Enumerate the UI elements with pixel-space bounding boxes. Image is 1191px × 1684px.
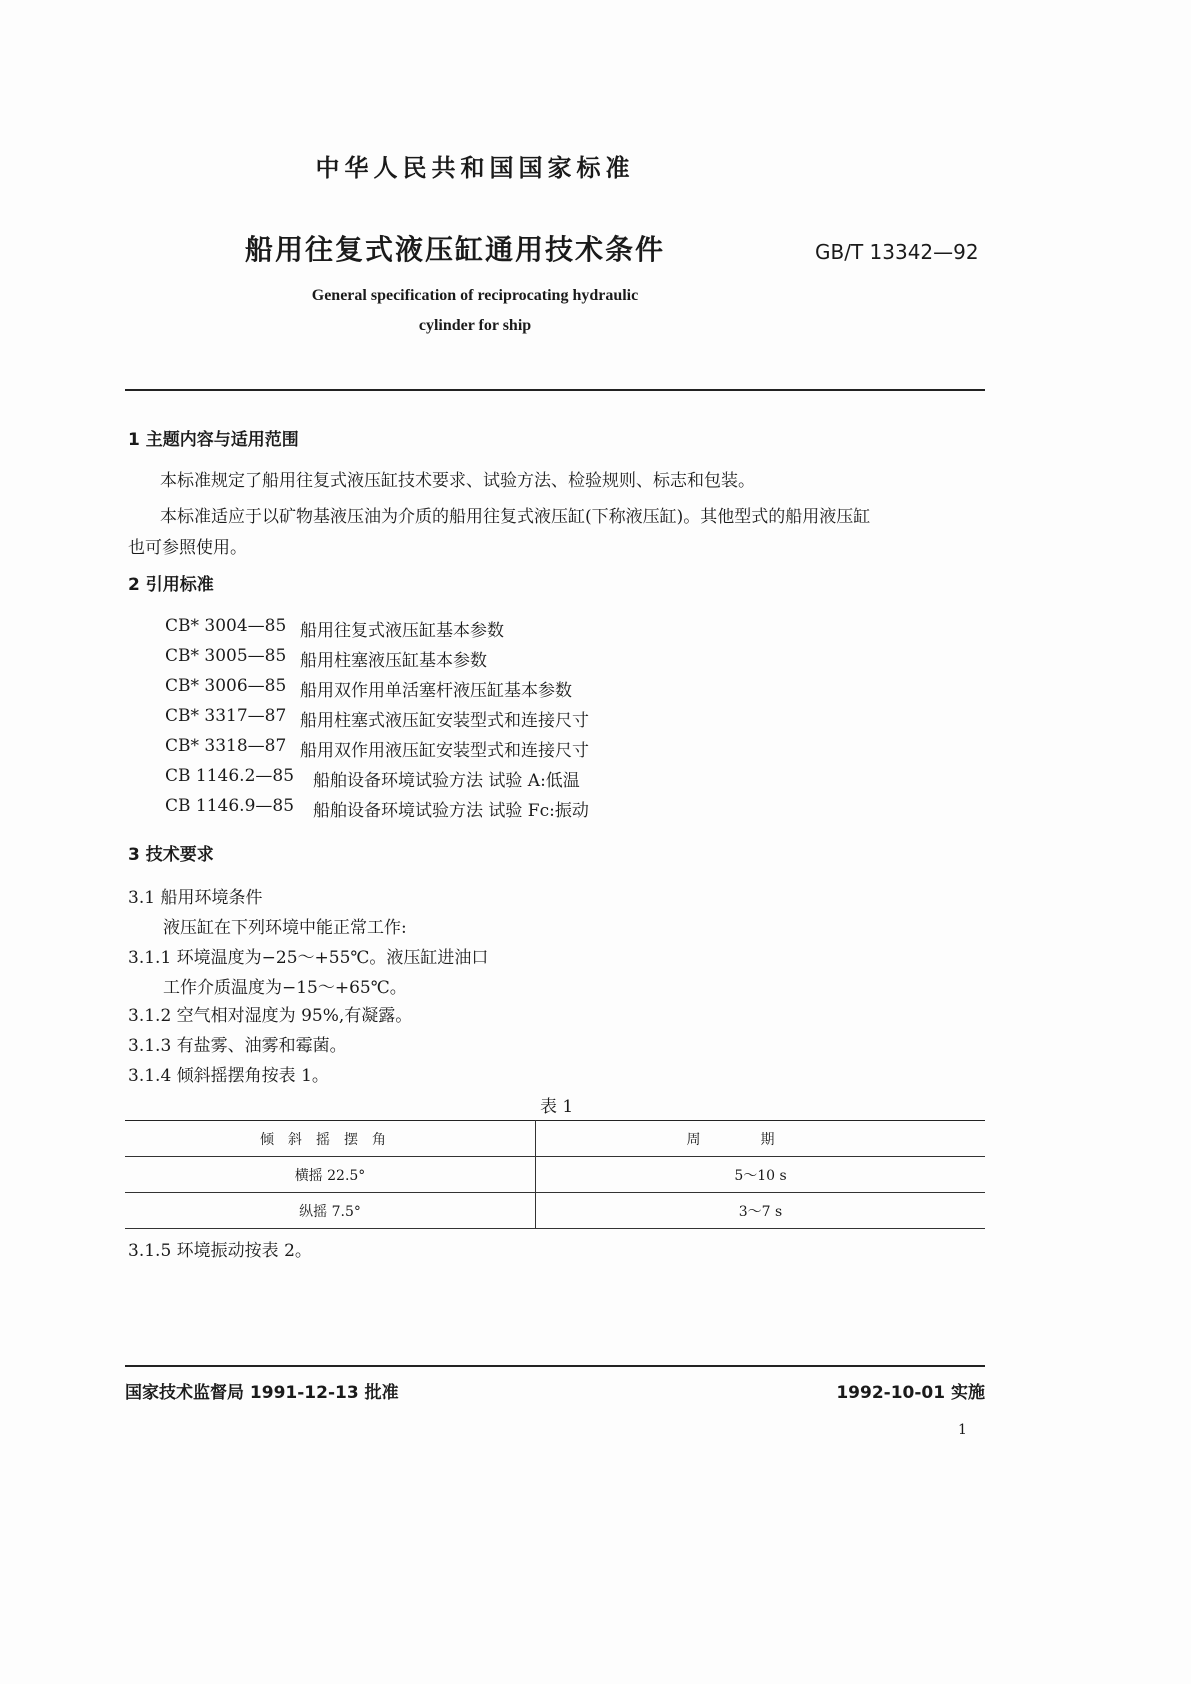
reference-title: 船用双作用液压缸安装型式和连接尺寸 <box>300 741 589 761</box>
clause-3-1: 3.1 船用环境条件 <box>128 888 263 908</box>
table-row <box>125 1193 985 1229</box>
english-title-line1: General specification of reciprocating hydraulic <box>311 287 639 304</box>
table-header-row <box>125 1121 985 1157</box>
section-1-paragraph: 本标准规定了船用往复式液压缸技术要求、试验方法、检验规则、标志和包装。 <box>160 471 755 491</box>
footer-divider <box>125 1365 985 1367</box>
table-caption: 表 1 <box>540 1097 574 1117</box>
reference-title: 船用柱塞液压缸基本参数 <box>300 651 487 671</box>
section-1-paragraph: 也可参照使用。 <box>128 538 247 558</box>
reference-code: CB* 3318—87 <box>165 736 287 756</box>
table-row <box>125 1157 985 1193</box>
national-standard-heading: 中华人民共和国国家标准 <box>315 154 635 182</box>
reference-code: CB* 3006—85 <box>165 676 287 696</box>
cell: 3～7 s <box>536 1193 986 1229</box>
clause-3-1-4: 3.1.4 倾斜摇摆角按表 1。 <box>128 1066 329 1086</box>
cell: 横摇 22.5° <box>125 1157 536 1193</box>
reference-title: 船用双作用单活塞杆液压缸基本参数 <box>300 681 572 701</box>
table-1 <box>125 1120 985 1229</box>
header-cell: 周期 <box>536 1121 986 1157</box>
section-2-heading: 2 引用标准 <box>128 575 214 595</box>
header-cell: 倾斜摇摆角 <box>125 1121 536 1157</box>
section-1-paragraph: 本标准适应于以矿物基液压油为介质的船用往复式液压缸(下称液压缸)。其他型式的船用液压缸 <box>160 507 871 527</box>
reference-title: 船用往复式液压缸基本参数 <box>300 621 504 641</box>
reference-title: 船舶设备环境试验方法 试验 Fc:振动 <box>313 801 589 821</box>
header-divider <box>125 389 985 391</box>
page-number: 1 <box>958 1422 967 1438</box>
reference-code: CB 1146.9—85 <box>165 796 295 816</box>
reference-code: CB* 3317—87 <box>165 706 287 726</box>
reference-code: CB 1146.2—85 <box>165 766 295 786</box>
approval-date: 国家技术监督局 1991-12-13 批准 <box>125 1383 399 1403</box>
clause-3-1-3: 3.1.3 有盐雾、油雾和霉菌。 <box>128 1036 347 1056</box>
clause-3-1-2: 3.1.2 空气相对湿度为 95%,有凝露。 <box>128 1006 413 1026</box>
clause-3-1-5: 3.1.5 环境振动按表 2。 <box>128 1241 312 1261</box>
reference-title: 船用柱塞式液压缸安装型式和连接尺寸 <box>300 711 589 731</box>
cell: 5～10 s <box>536 1157 986 1193</box>
section-3-heading: 3 技术要求 <box>128 845 214 865</box>
reference-code: CB* 3004—85 <box>165 616 287 636</box>
english-title-line2: cylinder for ship <box>418 317 532 334</box>
reference-code: CB* 3005—85 <box>165 646 287 666</box>
standard-code: GB/T 13342—92 <box>815 240 979 264</box>
document-title: 船用往复式液压缸通用技术条件 <box>245 233 666 266</box>
clause-3-1-1: 3.1.1 环境温度为−25～+55℃。液压缸进油口 <box>128 948 489 968</box>
section-1-heading: 1 主题内容与适用范围 <box>128 430 299 450</box>
cell: 纵摇 7.5° <box>125 1193 536 1229</box>
clause-text: 液压缸在下列环境中能正常工作: <box>163 918 407 938</box>
effective-date: 1992-10-01 实施 <box>836 1383 985 1403</box>
clause-text: 工作介质温度为−15～+65℃。 <box>163 978 407 998</box>
reference-title: 船舶设备环境试验方法 试验 A:低温 <box>313 771 580 791</box>
